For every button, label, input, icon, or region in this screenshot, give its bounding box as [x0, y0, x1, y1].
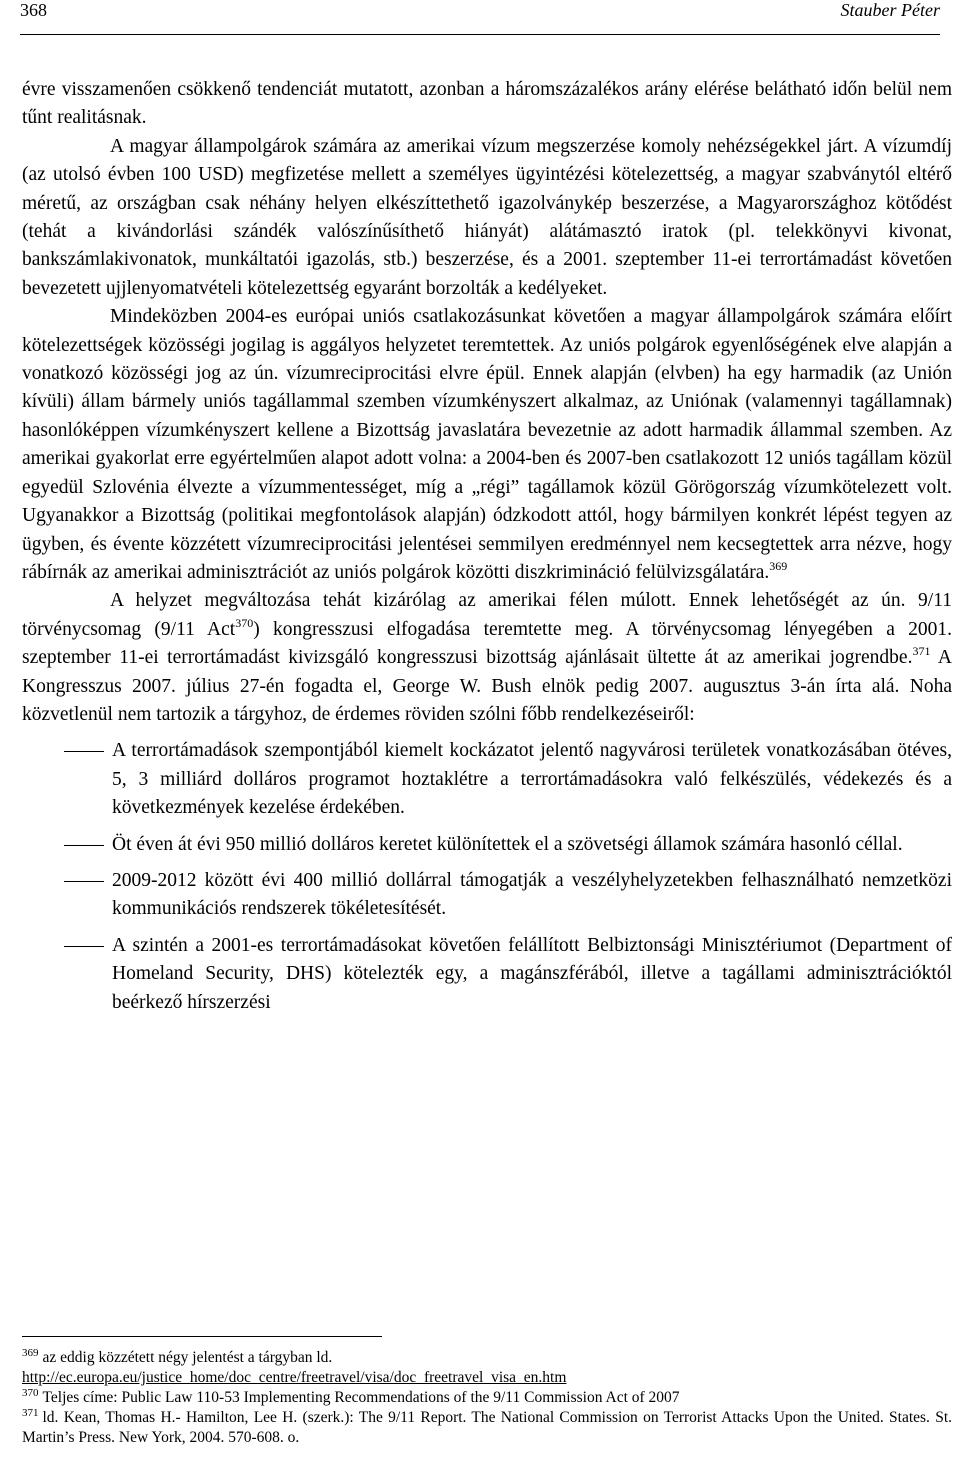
footnote-rule: [22, 1336, 382, 1337]
paragraph-4-text-2: ) kongresszusi elfogadása teremtette meg. A törvénycsomag lényegében a 2001. szeptember 11-ei terrortámadást kivizsgáló kongresszusi bizottság ajánlásait ültette át az amerikai jogrendbe.: [22, 618, 952, 669]
dash-bullet: [64, 881, 104, 882]
footnote-text: az eddig közzétett négy jelentést a tárgyban ld.: [42, 1349, 333, 1366]
paragraph-3-text: Mindeközben 2004-es európai uniós csatlakozásunkat követően a magyar állampolgárok számára előírt kötelezettségek közösségi jogilag is aggályos helyzetet teremtettek. Az uniós polgárok egyenlőségének elve alapján a vonatkozó közösségi jog az ún. vízumreciprocitási elvre épül. Ennek alapján (elvben) ha egy harmadik (az Unión kívüli) állam bármely uniós tagállammal szemben vízumkényszert alkalmaz, az Uniónak (valamennyi tagállamnak) hasonlóképpen vízumkényszert kellene a Bizottság javaslatára bevezetnie az adott harmadik állammal szemben. Az amerikai gyakorlat erre egyértelműen alapot adott volna: a 2004-ben és 2007-ben csatlakozott 12 uniós tagállam közül egyedül Szlovénia élvezte a vízummentességet, míg a „régi” tagállamok közül Görögország vízumkötelezett volt. Ugyanakkor a Bizottság (politikai megfontolások alapján) ódzkodott attól, hogy bármilyen konkrét lépést tegyen az ügyben, és évente közzétett vízumreciprocitási jelentései semmilyen eredménnyel nem kecsegtettek arra nézve, hogy rábírnák az amerikai adminisztrációt az uniós polgárok közötti diszkrimináció felülvizsgálatára.: [22, 306, 952, 583]
footnote-number: 371: [22, 1407, 39, 1419]
paragraph-4: [22, 587, 952, 729]
paragraph-1: évre visszamenően csökkenő tendenciát mutatott, azonban a háromszázalékos arány elérése belátható időn belül nem tűnt realitásnak.: [22, 79, 952, 129]
footnote-369: [22, 1348, 952, 1388]
page-number: 368: [20, 0, 47, 20]
footnote-371: [22, 1408, 952, 1448]
paragraph-2: A magyar állampolgárok számára az amerikai vízum megszerzése komoly nehézségekkel járt. A vízumdíj (az utolsó évben 100 USD) megfizetése mellett a személyes ügyintézési kötelezettség, a magyar szabványtól eltérő méretű, az országban csak néhány helyen elkészíttethető igazolványkép beszerzése, a Magyarországhoz kötődést (tehát a kivándorlási szándék valószínűsíthető hiányát) alátámasztó iratok (pl. telekkönyvi kivonat, bankszámlakivonatok, munkáltatói igazolás, stb.) beszerzése, és a 2001. szeptember 11-ei terrortámadást követően bevezetett ujjlenyomatvételi kötelezettség egyaránt borzolták a kedélyeket.: [22, 135, 952, 299]
page-header: [20, 0, 940, 34]
paragraph-3: [22, 303, 952, 587]
list-item-text: 2009-2012 között évi 400 millió dollárral támogatják a veszélyhelyzetekben felhasználható nemzetközi kommunikációs rendszerek tökéletesítését.: [112, 869, 952, 920]
body-text: [22, 76, 952, 1025]
footnote-link[interactable]: http://ec.europa.eu/justice_home/doc_centre/freetravel/visa/doc_freetravel_visa_en.htm: [22, 1369, 567, 1386]
footnote-text: ld. Kean, Thomas H.- Hamilton, Lee H. (szerk.): The 9/11 Report. The National Commission on Terrorist Attacks Upon the United. States. St. Martin’s Press. New York, 2004. 570-608. o.: [22, 1409, 952, 1446]
list-item-text: A terrortámadások szempontjából kiemelt kockázatot jelentő nagyvárosi területek vonatkozásában ötéves, 5, 3 milliárd dolláros programot hoztaklétre a terrortámadásokra való felkészülés, védekezés és a következmények kezelése érdekében.: [112, 740, 952, 819]
header-rule: [20, 34, 940, 35]
running-author: Stauber Péter: [840, 0, 940, 20]
paragraph-4-text-3: A Kongresszus 2007. július 27-én fogadta el, George W. Bush elnök pedig 2007. augusztus 3-án írta alá. Noha közvetlenül nem tartozik a tárgyhoz, de érdemes röviden szólni főbb rendelkezéseiről:: [22, 647, 952, 725]
list-item: [22, 867, 952, 924]
provisions-list: [22, 737, 952, 1017]
dash-bullet: [64, 751, 104, 752]
footnotes: [22, 1348, 952, 1448]
list-item: [22, 932, 952, 1017]
footnote-ref-371[interactable]: 371: [912, 644, 931, 659]
dash-bullet: [64, 845, 104, 846]
footnote-ref-370[interactable]: 370: [235, 615, 254, 630]
list-item-text: A szintén a 2001-es terrortámadásokat követően felállított Belbiztonsági Minisztériumot (Department of Homeland Security, DHS) kötelezték egy, a magánszférából, illetve a tagállami adminisztrációktól beérkező hírszerzési: [112, 934, 952, 1013]
list-item: [22, 737, 952, 822]
footnote-number: 369: [22, 1347, 39, 1359]
paragraph-4-text-1: A helyzet megváltozása tehát kizárólag az amerikai félen múlott. Ennek lehetőségét az ún. 9/11 törvénycsomag (9/11 Act: [22, 590, 952, 640]
footnote-text: Teljes címe: Public Law 110-53 Implementing Recommendations of the 9/11 Commission Act of 2007: [42, 1389, 680, 1406]
list-item: [22, 831, 952, 859]
footnote-number: 370: [22, 1387, 39, 1399]
footnote-ref-369[interactable]: 369: [769, 558, 788, 573]
dash-bullet: [64, 946, 104, 947]
footnote-370: [22, 1388, 952, 1408]
list-item-text: Öt éven át évi 950 millió dolláros keretet különítettek el a szövetségi államok számára hasonló céllal.: [112, 833, 903, 855]
